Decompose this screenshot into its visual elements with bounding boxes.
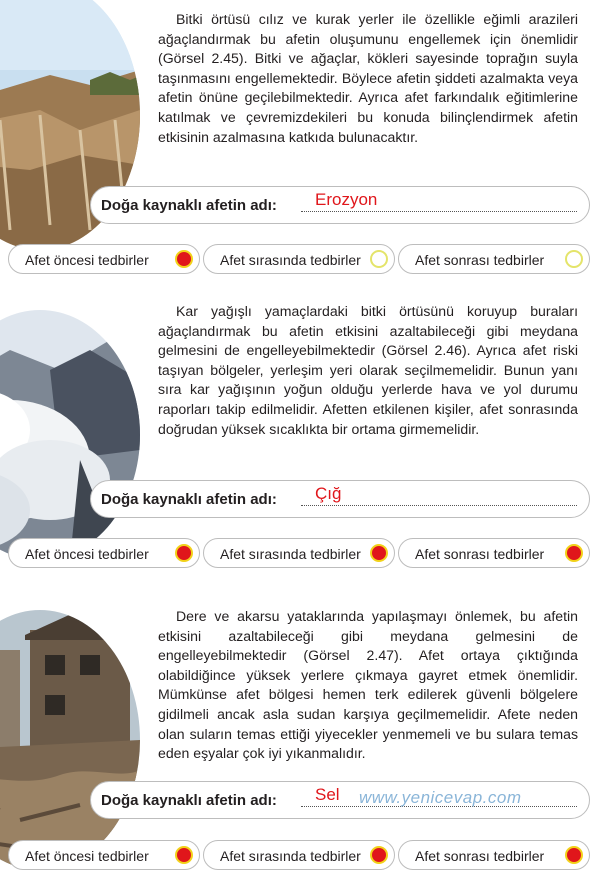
selection-dot-icon[interactable] — [175, 544, 193, 562]
selection-dot-icon[interactable] — [565, 250, 583, 268]
answer-dotted-line — [301, 211, 577, 212]
before-measures-label: Afet öncesi tedbirler — [25, 546, 149, 562]
disaster-name-field — [90, 480, 590, 518]
before-measures-label: Afet öncesi tedbirler — [25, 252, 149, 268]
watermark-text: www.yenicevap.com — [359, 788, 522, 807]
before-measures-option[interactable] — [8, 244, 200, 274]
after-measures-option[interactable] — [398, 244, 590, 274]
disaster-name-field — [90, 781, 590, 819]
selection-dot-icon[interactable] — [370, 544, 388, 562]
section-erosion — [0, 0, 599, 290]
flood-photo — [0, 610, 140, 870]
disaster-name-label: Doğa kaynaklı afetin adı: — [101, 491, 277, 508]
during-measures-option[interactable] — [203, 538, 395, 568]
after-measures-label: Afet sonrası tedbirler — [415, 252, 545, 268]
disaster-name-field — [90, 186, 590, 224]
avalanche-photo — [0, 310, 140, 560]
before-measures-option[interactable] — [8, 840, 200, 870]
after-measures-label: Afet sonrası tedbirler — [415, 848, 545, 864]
after-measures-option[interactable] — [398, 840, 590, 870]
during-measures-label: Afet sırasında tedbirler — [220, 848, 361, 864]
section-avalanche — [0, 295, 599, 585]
flood-paragraph: Dere ve akarsu yataklarında yapılaşmayı önlemek, bu afetin etkisini azaltabileceği gibi meydana gelmesini de engelleyebilmektedir (Görsel 2.47). Afet ortaya çıktığında olabildiğince yüksek yerlere çıkmaya gayret etmek önemlidir. Mümkünse afet bölgesi hemen terk edilerek güvenli bölgelere gidilmeli ancak asla sudan karşıya geçilmemelidir. Afete neden olan suların temas ettiği yiyecekler yenmemeli ve bu sulara temas eden eşyalar çok iyi yıkanmalıdır. — [158, 608, 578, 762]
disaster-name-label: Doğa kaynaklı afetin adı: — [101, 792, 277, 809]
during-measures-option[interactable] — [203, 840, 395, 870]
after-measures-label: Afet sonrası tedbirler — [415, 546, 545, 562]
disaster-name-answer[interactable]: Erozyon — [315, 190, 378, 209]
disaster-name-answer[interactable]: Sel — [315, 785, 340, 804]
selection-dot-icon[interactable] — [175, 846, 193, 864]
disaster-name-label: Doğa kaynaklı afetin adı: — [101, 197, 277, 214]
avalanche-paragraph: Kar yağışlı yamaçlardaki bitki örtüsünü koruyup buraları ağaçlandırmak bu afetin etkisini azaltabileceği gibi meydana gelmesini de engelleyebilmektedir (Görsel 2.46). Ayrıca afet riski taşıyan bölgeler, yerleşim yeri olarak seçilmemelidir. Bunun yanı sıra kar yağışının yoğun olduğu yerlerde hava ve yol durumu raporları takip edilmelidir. Afetten etkilenen kişiler, afet sonrasında doğrudan yüksek sıcaklıkta bir ortama girmemelidir. — [158, 303, 578, 437]
selection-dot-icon[interactable] — [175, 250, 193, 268]
during-measures-option[interactable] — [203, 244, 395, 274]
after-measures-option[interactable] — [398, 538, 590, 568]
erosion-paragraph: Bitki örtüsü cılız ve kurak yerler ile özellikle eğimli arazileri ağaçlandırmak bu afetin oluşumunu engellemek için önemlidir (Görsel 2.45). Bitki ve ağaçlar, kökleri sayesinde toprağın suyla taşınmasını engellemektedir. Böylece afetin şiddeti azalmakta veya afetin önüne geçilebilmektedir. Ayrıca afet farkındalık eğitimlerine katılmak ve çevremizdekileri bu konuda bilinçlendirmek afetin etkisinin azalmasına katkıda bulunacaktır. — [158, 11, 578, 145]
selection-dot-icon[interactable] — [370, 846, 388, 864]
during-measures-label: Afet sırasında tedbirler — [220, 252, 361, 268]
during-measures-label: Afet sırasında tedbirler — [220, 546, 361, 562]
before-measures-option[interactable] — [8, 538, 200, 568]
selection-dot-icon[interactable] — [565, 544, 583, 562]
selection-dot-icon[interactable] — [565, 846, 583, 864]
disaster-name-answer[interactable]: Çığ — [315, 484, 342, 503]
answer-dotted-line — [301, 505, 577, 506]
section-flood — [0, 600, 599, 885]
selection-dot-icon[interactable] — [370, 250, 388, 268]
before-measures-label: Afet öncesi tedbirler — [25, 848, 149, 864]
